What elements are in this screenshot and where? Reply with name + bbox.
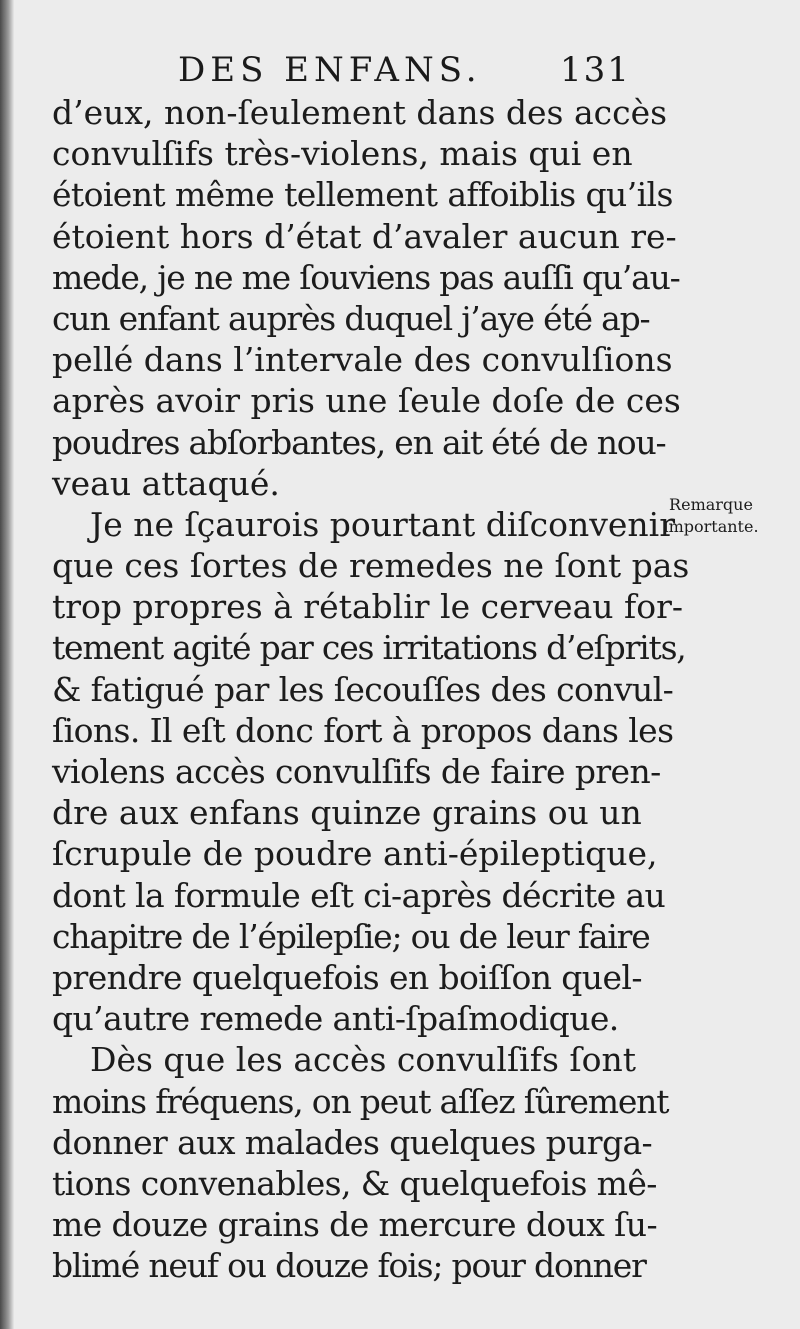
text-line: trop propres à rétablir le cerveau for- [52, 587, 683, 627]
paragraph-start-line: Dès que les accès convulſifs ſont [90, 1040, 636, 1080]
text-line: d’eux, non-ſeulement dans des accès [52, 93, 668, 132]
text-line: étoient hors d’état d’avaler aucun re- [52, 216, 677, 256]
binding-shadow [0, 0, 14, 1329]
text-line: convulſifs très-violens, mais qui en [52, 134, 633, 174]
paragraph-start-line: Je ne ſçaurois pourtant diſconvenir [90, 504, 675, 544]
text-line: tions convenables, & quelquefois mê- [52, 1163, 657, 1203]
body-text [52, 92, 690, 1286]
running-title: DES ENFANS. [178, 50, 482, 90]
margin-note [636, 494, 786, 538]
text-line: veau attaqué. [52, 463, 280, 503]
text-line: poudres abſorbantes, en ait été de nou- [52, 422, 666, 462]
text-line: pellé dans l’intervale des convulſions [52, 340, 673, 380]
text-line: qu’autre remede anti-ſpaſmodique. [52, 999, 619, 1039]
text-line: ſcrupule de poudre anti-épileptique, [52, 834, 658, 874]
text-line: blimé neuf ou douze fois; pour donner [52, 1246, 646, 1286]
text-line: que ces ſortes de remedes ne ſont pas [52, 546, 690, 586]
text-line: chapitre de l’épilepſie; ou de leur faire [52, 916, 650, 956]
text-line: dont la formule eſt ci-après décrite au [52, 875, 666, 915]
text-line: donner aux malades quelques purga- [52, 1122, 653, 1162]
text-line: prendre quelquefois en boiſſon quel- [52, 957, 642, 997]
text-line: ſions. Il eſt donc fort à propos dans les [52, 710, 674, 750]
text-line: tement agité par ces irritations d’eſprits, [52, 628, 686, 668]
text-line: dre aux enfans quinze grains ou un [52, 793, 642, 833]
text-line: me douze grains de mercure doux ſu- [52, 1205, 658, 1245]
text-line: moins fréquens, on peut aſſez ſûrement [52, 1081, 669, 1121]
margin-note-line-1: Remarque [669, 495, 753, 514]
text-line: étoient même tellement affoiblis qu’ils [52, 175, 673, 215]
text-line: après avoir pris une ſeule doſe de ces [52, 381, 681, 421]
text-line: & fatigué par les ſecouſſes des convul- [52, 669, 674, 709]
text-line: mede, je ne me ſouviens pas auſſi qu’au- [52, 257, 680, 297]
margin-note-line-2: importante. [663, 517, 759, 536]
page-number: 131 [560, 50, 631, 90]
text-line: cun enfant auprès duquel j’aye été ap- [52, 298, 650, 338]
text-line: violens accès convulſifs de faire pren- [52, 752, 661, 791]
